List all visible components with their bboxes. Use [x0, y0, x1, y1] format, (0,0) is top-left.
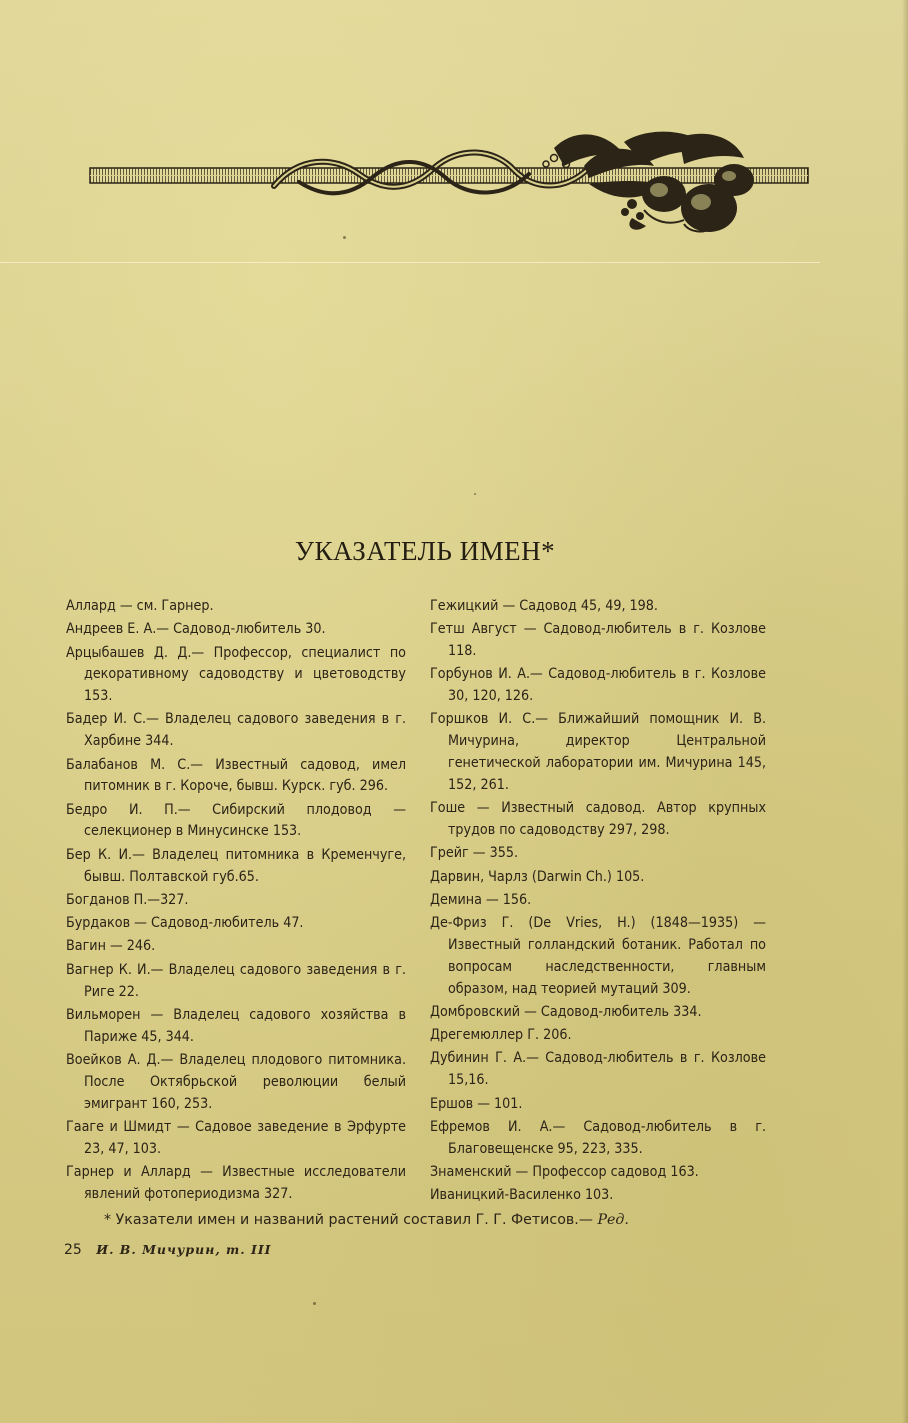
index-entry: Воейков А. Д.— Владелец плодового питомника. После Октябрьской революции белый эмигрант 160, 253. — [66, 1051, 406, 1112]
index-entry: Арцыбашев Д. Д.— Профессор, специалист по декоративному садоводству и цветоводству 153. — [66, 644, 406, 705]
page-title: УКАЗАТЕЛЬ ИМЕН* — [294, 536, 556, 566]
index-entry: Гежицкий — Садовод 45, 49, 198. — [430, 598, 658, 614]
index-entry: Дубинин Г. А.— Садовод-любитель в г. Козлове 15,16. — [430, 1050, 766, 1089]
printer-signature — [64, 1242, 272, 1258]
index-column-right — [430, 596, 766, 1209]
index-entry: Гааге и Шмидт — Садовое заведение в Эрфурте 23, 47, 103. — [66, 1118, 406, 1157]
index-entry: Иваницкий-Василенко 103. — [430, 1187, 614, 1204]
page-edge — [902, 0, 908, 1423]
index-entry: Богданов П.—327. — [66, 891, 189, 908]
index-entry: Андреев Е. А.— Садовод-любитель 30. — [66, 621, 326, 638]
index-entry: Горшков И. С.— Ближайший помощник И. В. Мичурина, директор Центральной генетической лаборатории им. Мичурина 145, 152, 261. — [430, 711, 766, 793]
footnote-text: * Указатели имен и названий растений составил Г. Г. Фетисов.— — [104, 1212, 593, 1228]
signature-text: И. В. Мичурин, т. III — [96, 1242, 272, 1257]
index-entry: Балабанов М. С.— Известный садовод, имел питомник в г. Короче, бывш. Курск. губ. 296. — [66, 756, 406, 795]
signature-number: 25 — [64, 1242, 82, 1258]
index-entry: Гарнер и Аллард — Известные исследователи явлений фотопериодизма 327. — [66, 1163, 406, 1202]
index-entry: Гоше — Известный садовод. Автор крупных трудов по садоводству 297, 298. — [430, 800, 766, 838]
index-entry: Домбровский — Садовод-любитель 334. — [430, 1003, 702, 1020]
index-entry: Бедро И. П.— Сибирский плодовод — селекционер в Минусинске 153. — [66, 801, 406, 840]
index-entry: Грейг — 355. — [430, 845, 519, 862]
index-entry: Бадер И. С.— Владелец садового заведения в г. Харбине 344. — [66, 711, 406, 750]
index-column-left — [66, 596, 406, 1207]
vine-rod-ornament — [84, 118, 814, 238]
index-entry: Ефремов И. А.— Садовод-любитель в г. Благовещенске 95, 223, 335. — [430, 1118, 766, 1157]
index-entry: Гетш Август — Садовод-любитель в г. Козлове 118. — [430, 621, 766, 660]
index-entry: Вагнер К. И.— Владелец садового заведения в г. Риге 22. — [66, 961, 406, 1000]
index-entry: Демина — 156. — [430, 891, 532, 908]
index-entry: Вильморен — Владелец садового хозяйства в Париже 45, 344. — [66, 1006, 406, 1045]
index-entry: Де-Фриз Г. (De Vries, H.) (1848—1935) — Известный голландский ботаник. Работал по вопросам наследственности, главным образом, над теорией мутаций 309. — [430, 915, 766, 997]
footnote — [104, 1212, 804, 1228]
index-entry: Дрегемюллер Г. 206. — [430, 1027, 572, 1044]
paper-speck — [343, 236, 346, 239]
index-entry: Бер К. И.— Владелец питомника в Кременчуге, бывш. Полтавской губ.65. — [66, 846, 406, 885]
paper-speck — [474, 493, 476, 495]
index-entry: Бурдаков — Садовод-любитель 47. — [66, 915, 304, 932]
index-entry: Вагин — 246. — [66, 938, 156, 955]
index-entry: Дарвин, Чарлз (Darwin Ch.) 105. — [430, 868, 645, 885]
index-entry: Знаменский — Профессор садовод 163. — [430, 1163, 699, 1180]
fold-line — [0, 262, 820, 263]
index-entry: Ершов — 101. — [430, 1095, 523, 1112]
paper-speck — [313, 1302, 316, 1305]
index-entry: Горбунов И. А.— Садовод-любитель в г. Козлове 30, 120, 126. — [430, 666, 766, 705]
footnote-editor: Ред. — [597, 1212, 629, 1228]
index-entry: Аллард — см. Гарнер. — [66, 598, 214, 614]
